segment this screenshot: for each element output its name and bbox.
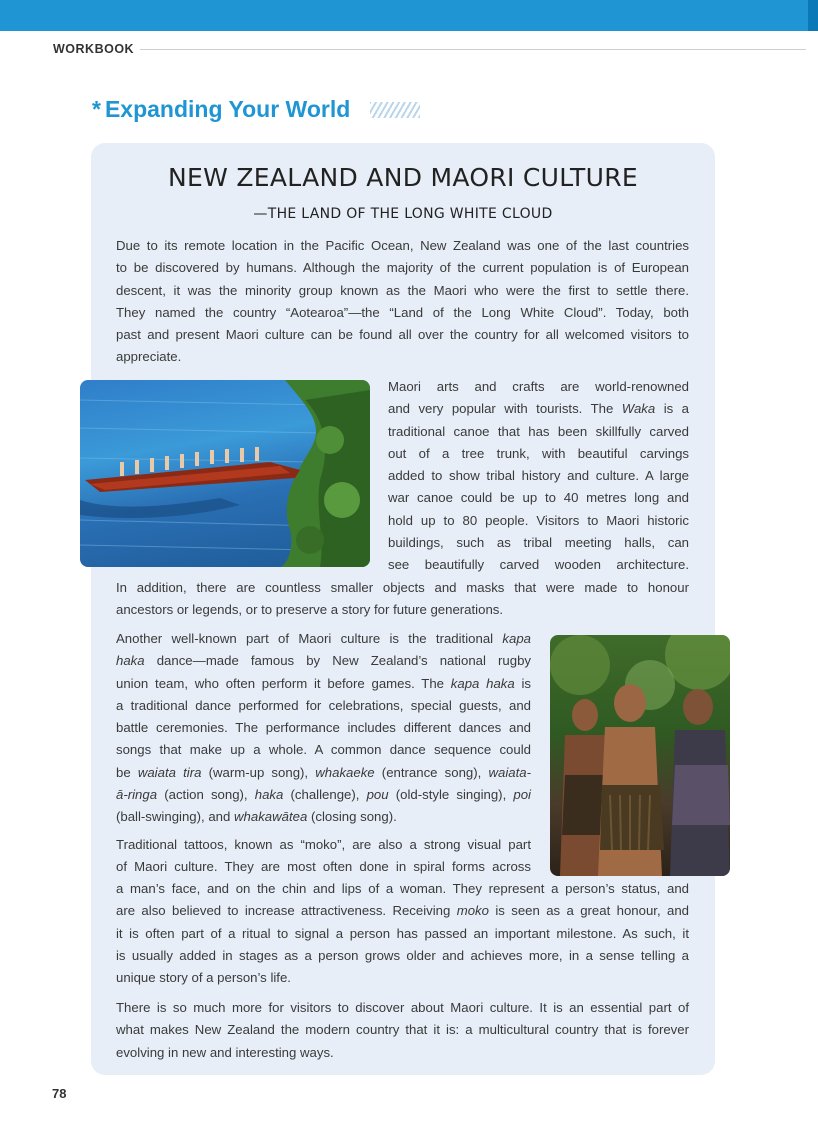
text-line: There is so much more for visitors to discover about Maori culture. It is an essential part of (116, 1000, 689, 1015)
text-line (116, 650, 531, 672)
text-line: They named the country “Aotearoa”—the “Land of the Long White Cloud”. Today, both (116, 304, 689, 320)
text-line: past and present Maori culture can be found all over the country for all welcomed visitors to (116, 327, 689, 343)
text-run: (action song), (157, 787, 255, 803)
paragraph-moko-full (116, 878, 689, 989)
text-line: war canoe could be up to 40 metres long and (388, 490, 689, 506)
text-line (116, 784, 531, 806)
text-run: is seen as a great honour, and (488, 903, 689, 919)
text-line: is usually added in stages as a person grows older and achieves more, in a sense telling a (116, 947, 689, 963)
text-italic: haka (254, 787, 284, 803)
text-line: of Maori culture. They are most often done in spiral forms across (116, 859, 531, 875)
text-italic: whakawātea (234, 809, 308, 825)
text-line (116, 762, 531, 784)
article-title: NEW ZEALAND AND MAORI CULTURE (168, 163, 638, 192)
text-run: (old-style singing), (388, 787, 514, 803)
star-icon: * (92, 96, 101, 122)
text-italic: Waka (621, 401, 656, 417)
text-italic: ā-ringa (116, 787, 158, 803)
page-number: 78 (52, 1086, 67, 1101)
text-run: is (514, 675, 532, 691)
text-run: dance—made famous by New Zealand’s national rugby (144, 653, 531, 669)
text-line: it is often part of a ritual to signal a person has passed an important milestone. As such, it (116, 925, 689, 941)
text-line: a man’s face, and on the chin and lips of a woman. They represent a person’s status, and (116, 881, 689, 896)
text-italic: kapa haka (450, 675, 515, 691)
text-line (116, 628, 531, 650)
text-line (116, 900, 689, 922)
text-italic: waiata tira (137, 764, 202, 780)
text-run: and very popular with tourists. The (388, 401, 622, 417)
text-line: battle ceremonies. The performance includes different dances and (116, 720, 531, 736)
top-banner (0, 0, 818, 31)
text-line: hold up to 80 people. Visitors to Maori historic (388, 512, 689, 528)
paragraph-kapa-haka (116, 628, 531, 829)
text-italic: moko (456, 903, 489, 919)
section-title-text: Expanding Your World (104, 96, 351, 122)
text-line: buildings, such as tribal meeting halls, can (388, 535, 689, 551)
text-italic: poi (513, 787, 531, 803)
text-run: be (116, 764, 138, 780)
paragraph-conclusion (116, 997, 689, 1064)
paragraph-arts-crafts-wrap (388, 376, 689, 577)
workbook-label: WORKBOOK (53, 42, 135, 56)
paragraph-moko-wrap (116, 834, 531, 879)
text-line (116, 806, 531, 828)
text-italic: pou (366, 787, 389, 803)
text-run: (ball-swinging), and (116, 809, 235, 825)
text-line: songs that make up a whole. A common dance sequence could (116, 742, 531, 758)
text-run: (entrance song), (374, 764, 489, 780)
text-run: (warm-up song), (201, 764, 316, 780)
text-run: union team, who often perform it before games. The (116, 675, 451, 691)
text-line: appreciate. (116, 349, 182, 365)
text-run: Another well-known part of Maori culture is the traditional (116, 631, 503, 646)
text-line: traditional canoe that has been skillfully carved (388, 423, 689, 439)
text-line: descent, it was the minority group known as the Maori who were the first to settle there. (116, 282, 689, 298)
waka-canoe-illustration (80, 380, 370, 567)
text-line (116, 673, 531, 695)
text-run: (closing song). (307, 809, 397, 825)
text-italic: waiata- (488, 764, 531, 780)
header-divider (140, 49, 806, 50)
text-line: ancestors or legends, or to preserve a story for future generations. (116, 602, 504, 618)
text-line: Traditional tattoos, known as “moko”, are also a strong visual part (116, 837, 531, 852)
text-line: Maori arts and crafts are world-renowned (388, 379, 689, 394)
waka-canoe-photo (80, 380, 370, 567)
text-line: evolving in new and interesting ways. (116, 1044, 334, 1060)
text-line: see beautifully carved wooden architecture. (388, 557, 689, 573)
text-line: to be discovered by humans. Although the majority of the current population is of European (116, 260, 689, 276)
section-title (92, 96, 350, 123)
text-run: are also believed to increase attractiveness. Receiving (116, 903, 457, 919)
text-run: (challenge), (283, 787, 367, 803)
text-line: what makes New Zealand the modern country that it is: a multicultural country that is forever (116, 1022, 689, 1038)
text-run: is a (655, 401, 690, 417)
text-line: added to show tribal history and culture. A large (388, 468, 689, 484)
text-line: a traditional dance performed for celebrations, special guests, and (116, 697, 531, 713)
haka-performers-photo (550, 635, 730, 876)
text-line (388, 398, 689, 420)
haka-performers-illustration (550, 635, 730, 876)
text-line: In addition, there are countless smaller objects and masks that were made to honour (116, 580, 689, 595)
article-subtitle: —THE LAND OF THE LONG WHITE CLOUD (253, 206, 553, 222)
text-line: Due to its remote location in the Pacific Ocean, New Zealand was one of the last countries (116, 238, 689, 253)
text-italic: whakaeke (315, 764, 375, 780)
text-italic: haka (116, 653, 145, 669)
text-italic: kapa (502, 631, 531, 646)
paragraph-intro (116, 235, 689, 369)
top-banner-edge (808, 0, 818, 31)
text-line: out of a tree trunk, with beautiful carvings (388, 445, 689, 461)
text-line: unique story of a person’s life. (116, 970, 291, 986)
paragraph-arts-crafts-full (116, 577, 689, 622)
hatch-decoration (370, 102, 420, 118)
